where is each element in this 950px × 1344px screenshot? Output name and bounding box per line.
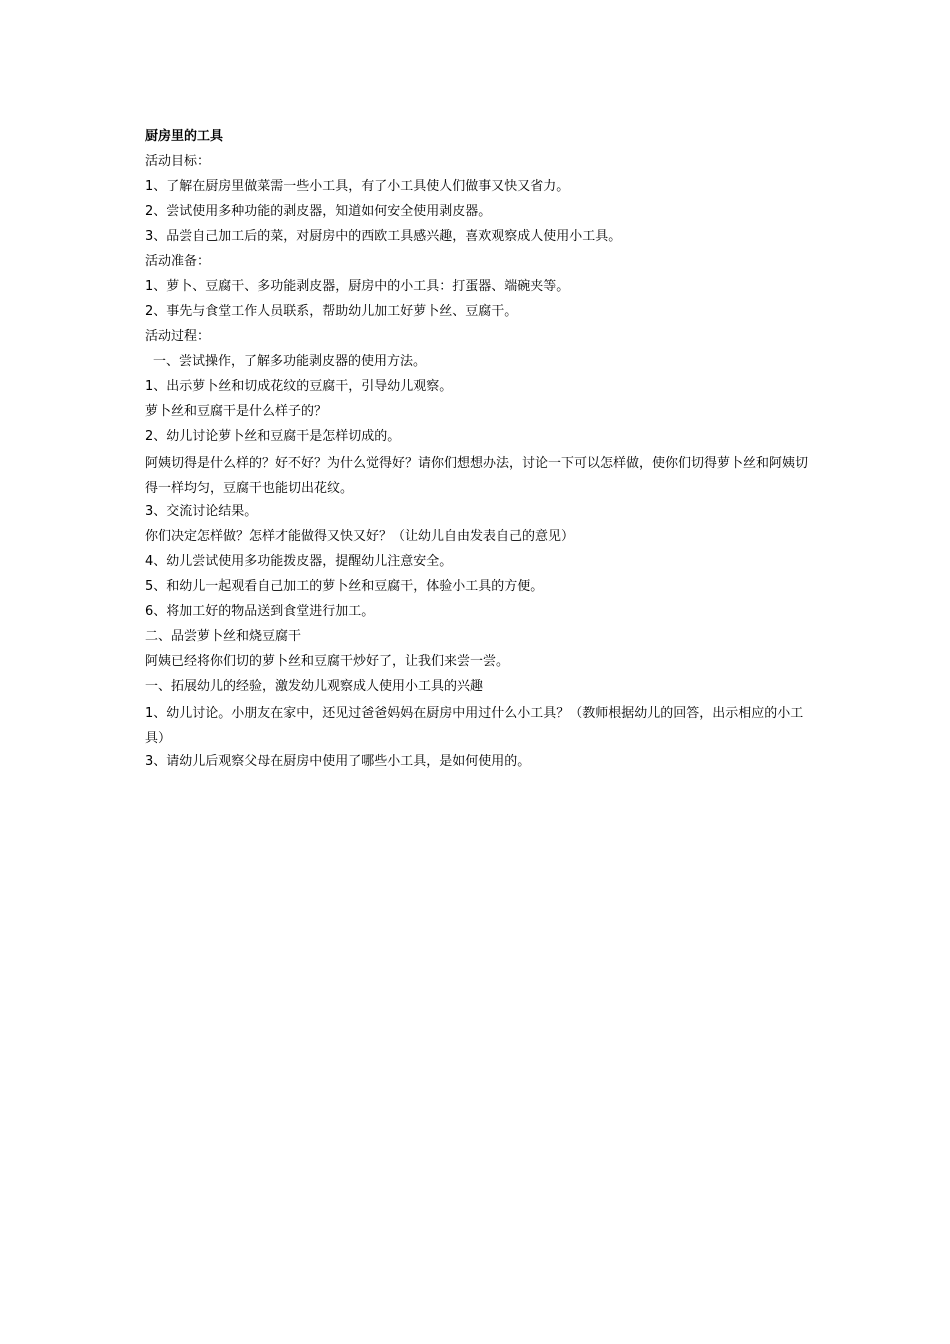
process-part-2-text: 阿姨已经将你们切的萝卜丝和豆腐干炒好了，让我们来尝一尝。: [145, 654, 510, 669]
preparation-item-2: 2、事先与食堂工作人员联系，帮助幼儿加工好萝卜丝、豆腐干。: [145, 304, 518, 319]
document-body: [145, 126, 815, 776]
process-question-1: 萝卜丝和豆腐干是什么样子的？: [145, 404, 328, 419]
process-part-3-step-3: 3、请幼儿后观察父母在厨房中使用了哪些小工具，是如何使用的。: [145, 754, 531, 769]
process-step-5: 5、和幼儿一起观看自己加工的萝卜丝和豆腐干，体验小工具的方便。: [145, 579, 544, 594]
process-step-1: 1、出示萝卜丝和切成花纹的豆腐干，引导幼儿观察。: [145, 379, 453, 394]
document-title: 厨房里的工具: [145, 129, 224, 144]
section-heading-process: 活动过程：: [145, 329, 211, 344]
process-step-3: 3、交流讨论结果。: [145, 504, 258, 519]
goal-item-3: 3、品尝自己加工后的菜，对厨房中的西欧工具感兴趣，喜欢观察成人使用小工具。: [145, 229, 622, 244]
preparation-item-1: 1、萝卜、豆腐干、多功能剥皮器，厨房中的小工具：打蛋器、端碗夹等。: [145, 279, 570, 294]
process-step-4: 4、幼儿尝试使用多功能拨皮器，提醒幼儿注意安全。: [145, 554, 453, 569]
process-part-2-heading: 二、品尝萝卜丝和烧豆腐干: [145, 629, 302, 644]
section-heading-preparation: 活动准备：: [145, 254, 211, 269]
process-step-2: 2、幼儿讨论萝卜丝和豆腐干是怎样切成的。: [145, 429, 401, 444]
process-part-3-heading: 一、拓展幼儿的经验，激发幼儿观察成人使用小工具的兴趣: [145, 679, 484, 694]
process-question-3: 你们决定怎样做？怎样才能做得又快又好？（让幼儿自由发表自己的意见）: [145, 529, 575, 544]
goal-item-1: 1、了解在厨房里做菜需一些小工具，有了小工具使人们做事又快又省力。: [145, 179, 570, 194]
goal-item-2: 2、尝试使用多种功能的剥皮器，知道如何安全使用剥皮器。: [145, 204, 492, 219]
process-part-1-heading: 一、尝试操作，了解多功能剥皮器的使用方法。: [153, 354, 427, 369]
section-heading-goals: 活动目标：: [145, 154, 211, 169]
process-step-6: 6、将加工好的物品送到食堂进行加工。: [145, 604, 375, 619]
process-part-3-step-1: 1、幼儿讨论。小朋友在家中，还见过爸爸妈妈在厨房中用过什么小工具？（教师根据幼儿的回答，出示相应的小工具）: [145, 706, 804, 746]
process-question-2: 阿姨切得是什么样的？好不好？为什么觉得好？请你们想想办法，讨论一下可以怎样做，使你们切得萝卜丝和阿姨切得一样均匀，豆腐干也能切出花纹。: [145, 456, 809, 496]
